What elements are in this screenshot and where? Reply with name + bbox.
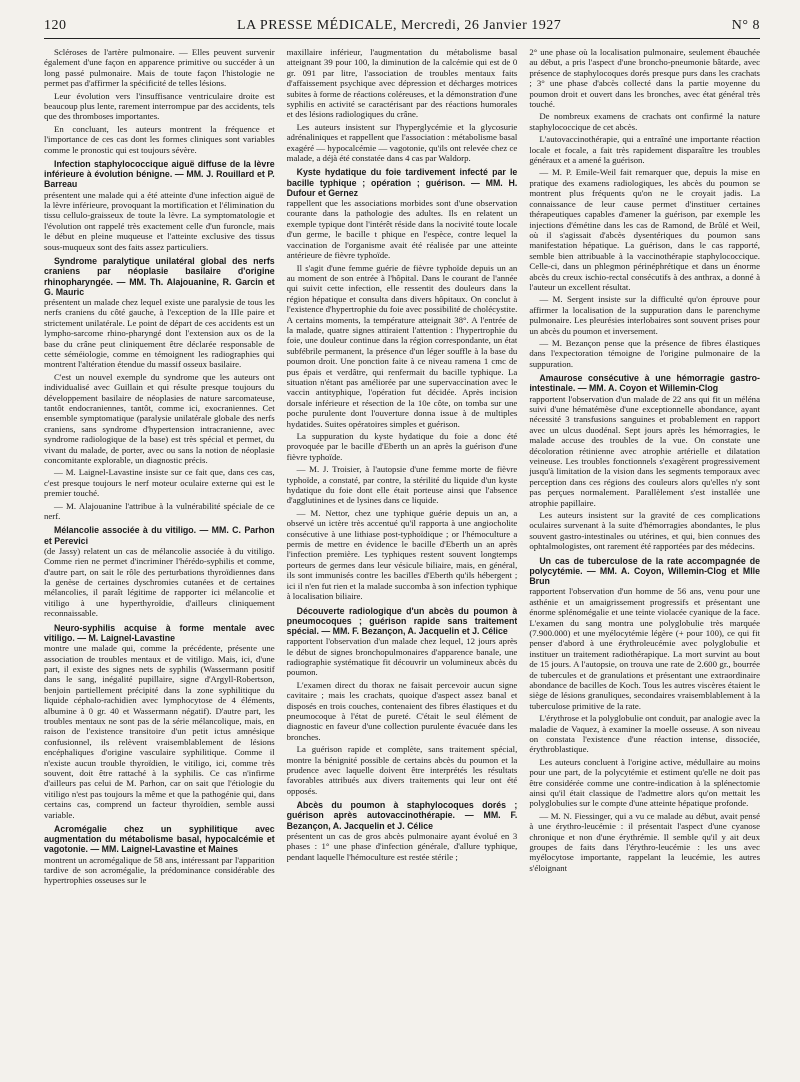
paragraph: En concluant, les auteurs montrent la fréquence et l'importance de ces cas dont les formes cliniques sont variables comme le pronostic qui est toujours sévère. <box>44 123 275 155</box>
section-heading: Neuro-syphilis acquise à forme mentale avec vitiligo. — M. Laignel-Lavastine <box>44 622 275 643</box>
section-heading: Infection staphylococcique aiguë diffuse de la lèvre inférieure à évolution bénigne. — MM. J. Rouillard et P. Barreau <box>44 159 275 190</box>
paragraph: 2° une phase où la localisation pulmonaire, seulement ébauchée au début, a pris l'aspect d'une broncho-pneumonie bâtarde, avec présence de staphylocoques dorés presque purs dans les crachats ; 3° une phase d'abcès collecté dans la partie moyenne du poumon droit et ouvert dans les bronches, avec état général très touché. <box>529 47 760 110</box>
section-heading: Acromégalie chez un syphilitique avec augmentation du métabolisme basal, hypocalcémie et vagotonie. — MM. Laignel-Lavastine et Maines <box>44 824 275 855</box>
page-header <box>44 18 760 39</box>
paragraph: présentent un cas de gros abcès pulmonaire ayant évolué en 3 phases : 1° une phase d'infection générale, d'allure typhique, pendant laquelle l'hémoculture est restée stérile ; <box>286 830 518 862</box>
paragraph: rappellent que les associations morbides sont d'une observation courante dans la pathologie des adultes. Ils en relatent un exemple typique dont l'intérêt réside dans la nocivité toute locale d'un germe, le bacille t phique en l'espèce, contre lequel la vaccination de l'organisme avait été réalisée par une atteinte antérieure de fièvre typhoïde. <box>286 198 518 261</box>
paragraph: présentent un malade chez lequel existe une paralysie de tous les nerfs craniens du côté gauche, à l'exception de la IIIe paire et strictement unilatérale. Le point de départ de ces accidents est un lympho-sarcome rhino-pharyngé dont l'extension aux os de la base du crâne peut cliniquement être déclarée responsable de cette séméiologie, comme en témoignent les radiographies qui montrent l'altération étendue du massif osseux basilaire. <box>44 296 275 370</box>
section-heading: Mélancolie associée à du vitiligo. — MM. C. Parhon et Perevici <box>44 525 275 546</box>
paragraph: L'examen direct du thorax ne faisait percevoir aucun signe cavitaire ; mais les crachats, quoique d'aspect assez banal et disposés en trois couches, contenaient des fibres élastiques et du pneumocoque à l'état de pureté. C'était le seul élément de diagnostic en faveur d'une collection purulente évacuée dans les bronches. <box>286 679 518 742</box>
paragraph: — M. N. Fiessinger, qui a vu ce malade au début, avait pensé à une érythro-leucémie : il présentait l'aspect d'une cyanose chronique et non d'une érythrémie. Il semble qu'il y ait deux groupes de faits dans l'érythro-leucémie : les uns avec myélocytose importante, rappelant la leucémie, les autres s'éloignant <box>529 810 760 873</box>
page-number: 120 <box>44 18 67 33</box>
paragraph: Scléroses de l'artère pulmonaire. — Elles peuvent survenir également d'une façon en apparence primitive ou succéder à un long passé pulmonaire. Mais de toute façon l'histologie ne permet pas d'affirmer la spécificité de telles lésions. <box>44 47 275 89</box>
text-columns <box>44 47 760 1067</box>
section-heading: Syndrome paralytique unilatéral global des nerfs craniens par néoplasie basilaire d'origine rhinopharyngée. — MM. Th. Alajouanine, R. Garcin et G. Mauric <box>44 256 275 297</box>
paragraph: Il s'agit d'une femme guérie de fièvre typhoïde depuis un an au moment de son entrée à l'hôpital. Dans le courant de l'année qui suivit cette infection, elle ressentit des douleurs dans la région hépatique et consulta dans divers hôpitaux. On conclut à l'existence d'hypertrophie du foie avec possibilité de cholécystite. A certains moments, la température atteignait 38°. A l'entrée de la malade, quatre signes attiraient l'attention : l'hypertrophie du foie, une douleur continue dans la région correspondante, un état subfébrile permanent, la présence d'un léger souffle à la base du poumon droit. Une ponction faite à ce niveau ramena 1 cmc de pus épais et verdâtre, qui renfermait du bacille typhique. La situation n'étant pas améliorée par une supervaccination avec le vaccin antityphique, l'opération fut décidée. Après incision dorsale inférieure et résection de la 10e côte, on tomba sur une poche purulente dont l'ouverture donna issue à de multiples hydatides. Suites opératoires simples et guérison. <box>286 262 518 429</box>
section-heading: Découverte radiologique d'un abcès du poumon à pneumocoques ; guérison rapide sans traitement spécial. — MM. F. Bezançon, A. Jacquelin et J. Célice <box>286 605 518 636</box>
paragraph: — M. Nettor, chez une typhique guérie depuis un an, a observé un ictère très accentué qu'il rapporta à une angiocholite consécutive à une lithiase post-typhoïdique ; or l'hémoculture a permis de mettre en évidence le bacille d'Eberth un an après l'infection première. Les typhiques restent souvent longtemps porteurs de germes dans leur vésicule biliaire, mais, en général, ils sont immunisés contre les bacilles d'Eberth qu'ils hébergent ; ici il n'en fut rien et la malade succomba à son infection typhique à localisation biliaire. <box>286 507 518 602</box>
issue-number: N° 8 <box>731 18 760 33</box>
paragraph: montrent un acromégalique de 58 ans, intéressant par l'apparition tardive de son acromégalie, la prédominance considérable des hypertrophies osseuses sur le <box>44 854 275 886</box>
paragraph: — M. Laignel-Lavastine insiste sur ce fait que, dans ces cas, c'est presque toujours le nerf moteur oculaire externe qui est le premier touché. <box>44 467 275 499</box>
paragraph: rapportent l'observation d'un homme de 56 ans, venu pour une asthénie et un amaigrissement progressifs et présentant une énorme splénomégalie et une teinte violacée cyanique de la face. L'examen du sang montra une polyglobulie très marquée (7.900.000) et une myélocytémie légère (+ pour 100), ce qui fit penser d'abord à une érythroleucémie avec polyglobulie et instituer un traitement radiothérapique. La mort survint au bout de 15 jours. A l'autopsie, on trouva une rate de 2.600 gr., bourrée de tubercules et de granulations et présentant une extraordinaire abondance de bacilles de Koch. Tous les autres viscères étaient le siège de lésions granuliques, secondaires vraisemblablement à la tuberculose primitive de la rate. <box>529 586 760 711</box>
paragraph: De nombreux examens de crachats ont confirmé la nature staphylococcique de cet abcès. <box>529 111 760 132</box>
paragraph: La guérison rapide et complète, sans traitement spécial, montre la bénignité possible de certains abcès du poumon et la prudence avec laquelle doivent être interprétés les résultats favorables attribués aux divers traitements qui leur ont été opposés. <box>286 744 518 796</box>
paragraph: — M. Bezançon pense que la présence de fibres élastiques dans l'expectoration témoigne de l'origine pulmonaire de la suppuration. <box>529 337 760 369</box>
paragraph: — M. J. Troisier, à l'autopsie d'une femme morte de fièvre typhoïde, a constaté, par contre, la stérilité du liquide d'un kyste hydatique du foie dont elle était porteuse ainsi que l'absence d'agglutinines et de lysines dans ce liquide. <box>286 464 518 506</box>
paragraph: — M. P. Emile-Weil fait remarquer que, depuis la mise en pratique des examens radiologiques, les abcès du poumon se montrent plus fréquents qu'on ne le croyait jadis. La connaissance de leur cause permet d'instituer certaines thérapeutiques capables d'amener la guérison, par exemple les injections d'émétine dans les cas de Ramond, de Brûlé et Weil, où il s'agissait d'abcès dysentériques du poumon sans manifestation hépatique. La guérison, dans le cas rapporté, semble bien attribuable à la vaccinothérapie staphylococcique. Celle-ci, dans un phlegmon périnéphrétique et dans un énorme abcès du creux ischio-rectal consécutifs à des anthrax, a donné à l'auteur un excellent résultat. <box>529 167 760 292</box>
paragraph: Les auteurs insistent sur la gravité de ces complications oculaires survenant à la suite d'hémorragies abondantes, le plus souvent gastro-intestinales ou utérines, et qui, bien connues des ophtalmologistes, ont rarement été rapportées par des médecins. <box>529 510 760 552</box>
paragraph: montre une malade qui, comme la précédente, présente une association de troubles mentaux et de vitiligo. Mais, ici, d'une part, il existe des signes nets de syphilis (Wassermann positif dans le sang, inégalité pupillaire, signe d'Argyll-Robertson, benjoin partiellement précipité dans la zone syphilitique du liquide céphalo-rachidien avec lymphocytose de 4 éléments, albumine à 0 gr. 40 et Wassermann négatif). D'autre part, les troubles mentaux ne sont pas de la série mélancolique, mais, en raison de l'existence transitoire d'un petit ictus amnésique confusionnel, ils relèvent vraisemblablement de lésions encéphaliques d'origine vasculaire syphilitique. Comme il n'existe aucun trouble thyroïdien, le vitiligo, ici, comme très souvent, doit être rattaché à la syphilis. Ce cas n'infirme d'ailleurs pas celui de M. Parhon, car on sait que l'étiologie du vitiligo n'est pas toujours la même et que la pathogénie qui, dans certains cas, comprend un facteur thyroïdien, semble aussi variable. <box>44 643 275 820</box>
paragraph: rapportent l'observation d'un malade de 22 ans qui fit un méléna suivi d'une hématémèse d'une exceptionnelle abondance, ayant nécessité 3 transfusions sanguines et probablement en rapport avec un ulcus duodénal. Sept jours après les hémorragies, le malade accuse des troubles de la vue. On constate une décoloration rétinienne avec atrophie artérielle et dilatation veineuse. Les troubles fonctionnels s'exagèrent progressivement jusqu'à limitation de la vision dans les segments temporaux avec perception dans ces régions des couleurs alors qu'elles n'y sont pas perçues normalement. Parallèlement s'est installée une atrophie papillaire. <box>529 393 760 508</box>
paragraph: — M. Alajouanine l'attribue à la vulnérabilité spéciale de ce nerf. <box>44 500 275 522</box>
paragraph: (de Jassy) relatent un cas de mélancolie associée à du vitiligo. Comme rien ne permet d'incriminer l'hérédo-syphilis et comme, d'autre part, on sait le rôle des perturbations thyroïdiennes dans la genèse de certaines dyschromies cutanées et de certaines mélancolies, il paraît légitime de rapporter ici mélancolie et vitiligo à une hyperthyroïdie, d'ailleurs cliniquement reconnaissable. <box>44 545 275 619</box>
paragraph: L'érythrose et la polyglobulie ont conduit, par analogie avec la maladie de Vaquez, à examiner la moelle osseuse. A son niveau on constata l'existence d'une réaction intense, dissociée, érythroblastique. <box>529 713 760 755</box>
paragraph: L'autovaccinothérapie, qui a entraîné une importante réaction locale et focale, a fait très rapidement disparaître les troubles généraux et a amené la guérison. <box>529 134 760 166</box>
section-heading: Un cas de tuberculose de la rate accompagnée de polycytémie. — MM. A. Coyon, Willemin-Clog et Mlle Brun <box>529 555 760 587</box>
paragraph: rapportent l'observation d'un malade chez lequel, 12 jours après le début de signes bronchopulmonaires d'apparence banale, une radiographie systématique fit découvrir un volumineux abcès du poumon. <box>286 636 518 678</box>
paragraph: Leur évolution vers l'insuffisance ventriculaire droite est beaucoup plus lente, rarement interrompue par des accidents, tels que des thromboses importantes. <box>44 90 275 122</box>
journal-title: LA PRESSE MÉDICALE, Mercredi, 26 Janvier 1927 <box>237 18 562 33</box>
paragraph: Les auteurs concluent à l'origine active, médullaire au moins pour une part, de la polycytémie et estiment qu'elle ne doit pas être considérée comme une contre-indication à la splénectomie ainsi qu'il était classique de l'admettre alors qu'on mettait les polyglobulies sur le compte d'une atteinte hépatique profonde. <box>529 756 760 809</box>
column-3 <box>529 47 760 1067</box>
section-heading: Abcès du poumon à staphylocoques dorés ; guérison après autovaccinothérapie. — MM. F. Bezançon, A. Jacquelin et J. Célice <box>286 800 518 831</box>
section-heading: Kyste hydatique du foie tardivement infecté par le bacille typhique ; opération ; guérison. — MM. H. Dufour et Gernez <box>286 167 518 198</box>
paragraph: Les auteurs insistent sur l'hyperglycémie et la glycosurie adrénaliniques et rappellent que l'association : métabolisme basal exagéré — hypocalcémie — vagotonie, qu'ils ont relevée chez ce malade, a déjà été constatée dans 4 cas par Waldorp. <box>286 121 518 164</box>
paragraph: maxillaire inférieur, l'augmentation du métabolisme basal atteignant 39 pour 100, la diminution de la calcémie qui est de 0 gr. 091 par litre, l'association de troubles mentaux faits d'affaissement psychique avec dépression et décharges motrices subites à forme de réactions coléreuses, et la démonstration d'une syphilis en activité se caractérisant par des réactions humorales et des lésions radiologiques du crâne. <box>286 47 518 120</box>
paragraph: présentent une malade qui a été atteinte d'une infection aiguë de la lèvre inférieure, provoquant la mortification et l'élimination du tissu cellulo-graisseux de toute la lèvre. La symptomatologie et l'évolution ont rappelé très exactement celle d'un furoncle, mais le début en pleine muqueuse et l'atteinte exclusive des tissus sous-muqueux sont des faits assez particuliers. <box>44 189 275 252</box>
section-heading: Amaurose consécutive à une hémorragie gastro-intestinale. — MM. A. Coyon et Willemin-Clog <box>529 373 760 394</box>
column-1 <box>44 47 275 1067</box>
paragraph: — M. Sergent insiste sur la difficulté qu'on éprouve pour affirmer la localisation de la suppuration dans le parenchyme pulmonaire. Les pleurésies interlobaires sont souvent prises pour un abcès du poumon et inversement. <box>529 294 760 336</box>
paragraph: C'est un nouvel exemple du syndrome que les auteurs ont individualisé avec Guillain et qui résulte presque toujours du développement basilaire de néoplasies de nature sarcomateuse, tantôt endocraniennes, tantôt, comme ici, exocraniennes. Cet ensemble symptomatique (paralysie unilatérale globale des nerfs craniens, sans syndrome d'hypertension intracranienne, avec syndrome radiologique de la base) est très spécial et permet, du vivant du malade, de porter, avec ou sans la notion de néoplasie concomitante explorable, un diagnostic précis. <box>44 371 275 466</box>
paragraph: La suppuration du kyste hydatique du foie a donc été provoquée par le bacille d'Eberth un an après la guérison d'une fièvre typhoïde. <box>286 431 518 462</box>
column-2 <box>287 47 518 1067</box>
